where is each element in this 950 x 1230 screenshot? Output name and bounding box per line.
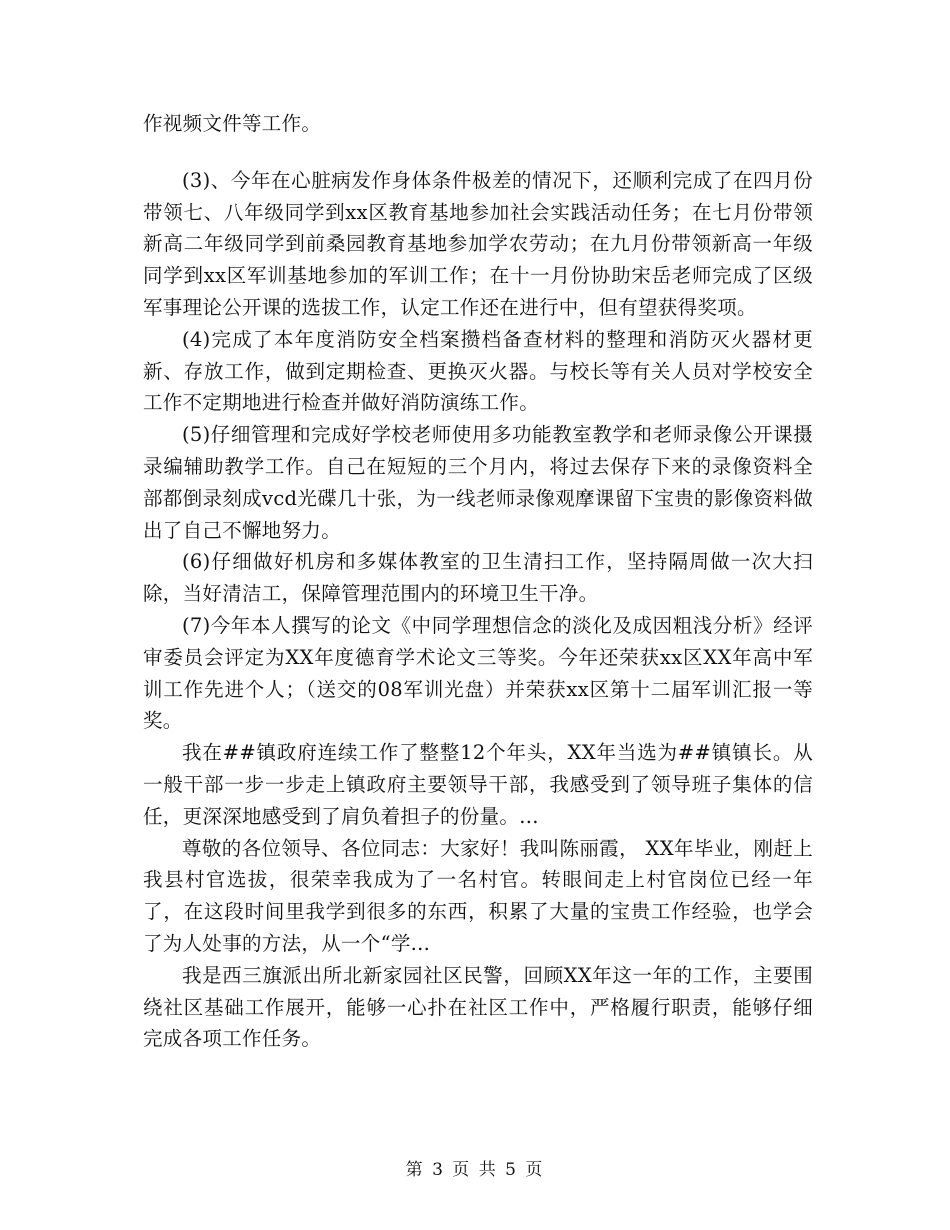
paragraph-continuation: 作视频文件等工作。 (143, 112, 322, 135)
document-body (143, 108, 813, 1055)
paragraph-item-4: (4)完成了本年度消防安全档案攒档备查材料的整理和消防灭火器材更新、存放工作，做到定期检查、更换灭火器。与校长等有关人员对学校安全工作不定期地进行检查并做好消防演练工作。 (143, 327, 813, 415)
paragraph-community-police: 我是西三旗派出所北新家园社区民警，回顾XX年这一年的工作，主要围绕社区基础工作展开，能够一心扑在社区工作中，严格履行职责，能够仔细完成各项工作任务。 (143, 963, 813, 1051)
paragraph-village-official: 尊敬的各位领导、各位同志：大家好！我叫陈丽霞， XX年毕业，刚赶上我县村官选拔，很荣幸我成为了一名村官。转眼间走上村官岗位已经一年了，在这段时间里我学到很多的东西，积累了大量的宝贵工作经验，也学会了为人处事的方法，从一个“学... (143, 836, 813, 955)
paragraph-item-5: (5)仔细管理和完成好学校老师使用多功能教室教学和老师录像公开课摄录编辅助教学工作。自己在短短的三个月内，将过去保存下来的录像资料全部都倒录刻成vcd光碟几十张，为一线老师录像观摩课留下宝贵的影像资料做出了自己不懈地努力。 (143, 423, 813, 542)
paragraph-item-7: (7)今年本人撰写的论文《中同学理想信念的淡化及成因粗浅分析》经评审委员会评定为XX年度德育学术论文三等奖。今年还荣获xx区XX年高中军训工作先进个人；（送交的08军训光盘）并荣获xx区第十二届军训汇报一等奖。 (143, 613, 813, 733)
page-number-footer: 第 3 页 共 5 页 (405, 1160, 545, 1180)
paragraph-item-3: (3)、今年在心脏病发作身体条件极差的情况下，还顺利完成了在四月份带领七、八年级同学到xx区教育基地参加社会实践活动任务；在七月份带领新高二年级同学到前桑园教育基地参加学农劳动；在九月份带领新高一年级同学到xx区军训基地参加的军训工作；在十一月份协助宋岳老师完成了区级军事理论公开课的选拔工作，认定工作还在进行中，但有望获得奖项。 (143, 168, 813, 319)
paragraph-town-government: 我在##镇政府连续工作了整整12个年头，XX年当选为##镇镇长。从一般干部一步一步走上镇政府主要领导干部，我感受到了领导班子集体的信任，更深深地感受到了肩负着担子的份量。... (143, 741, 813, 828)
paragraph-item-6: (6)仔细做好机房和多媒体教室的卫生清扫工作，坚持隔周做一次大扫除，当好清洁工，保障管理范围内的环境卫生干净。 (143, 550, 813, 606)
